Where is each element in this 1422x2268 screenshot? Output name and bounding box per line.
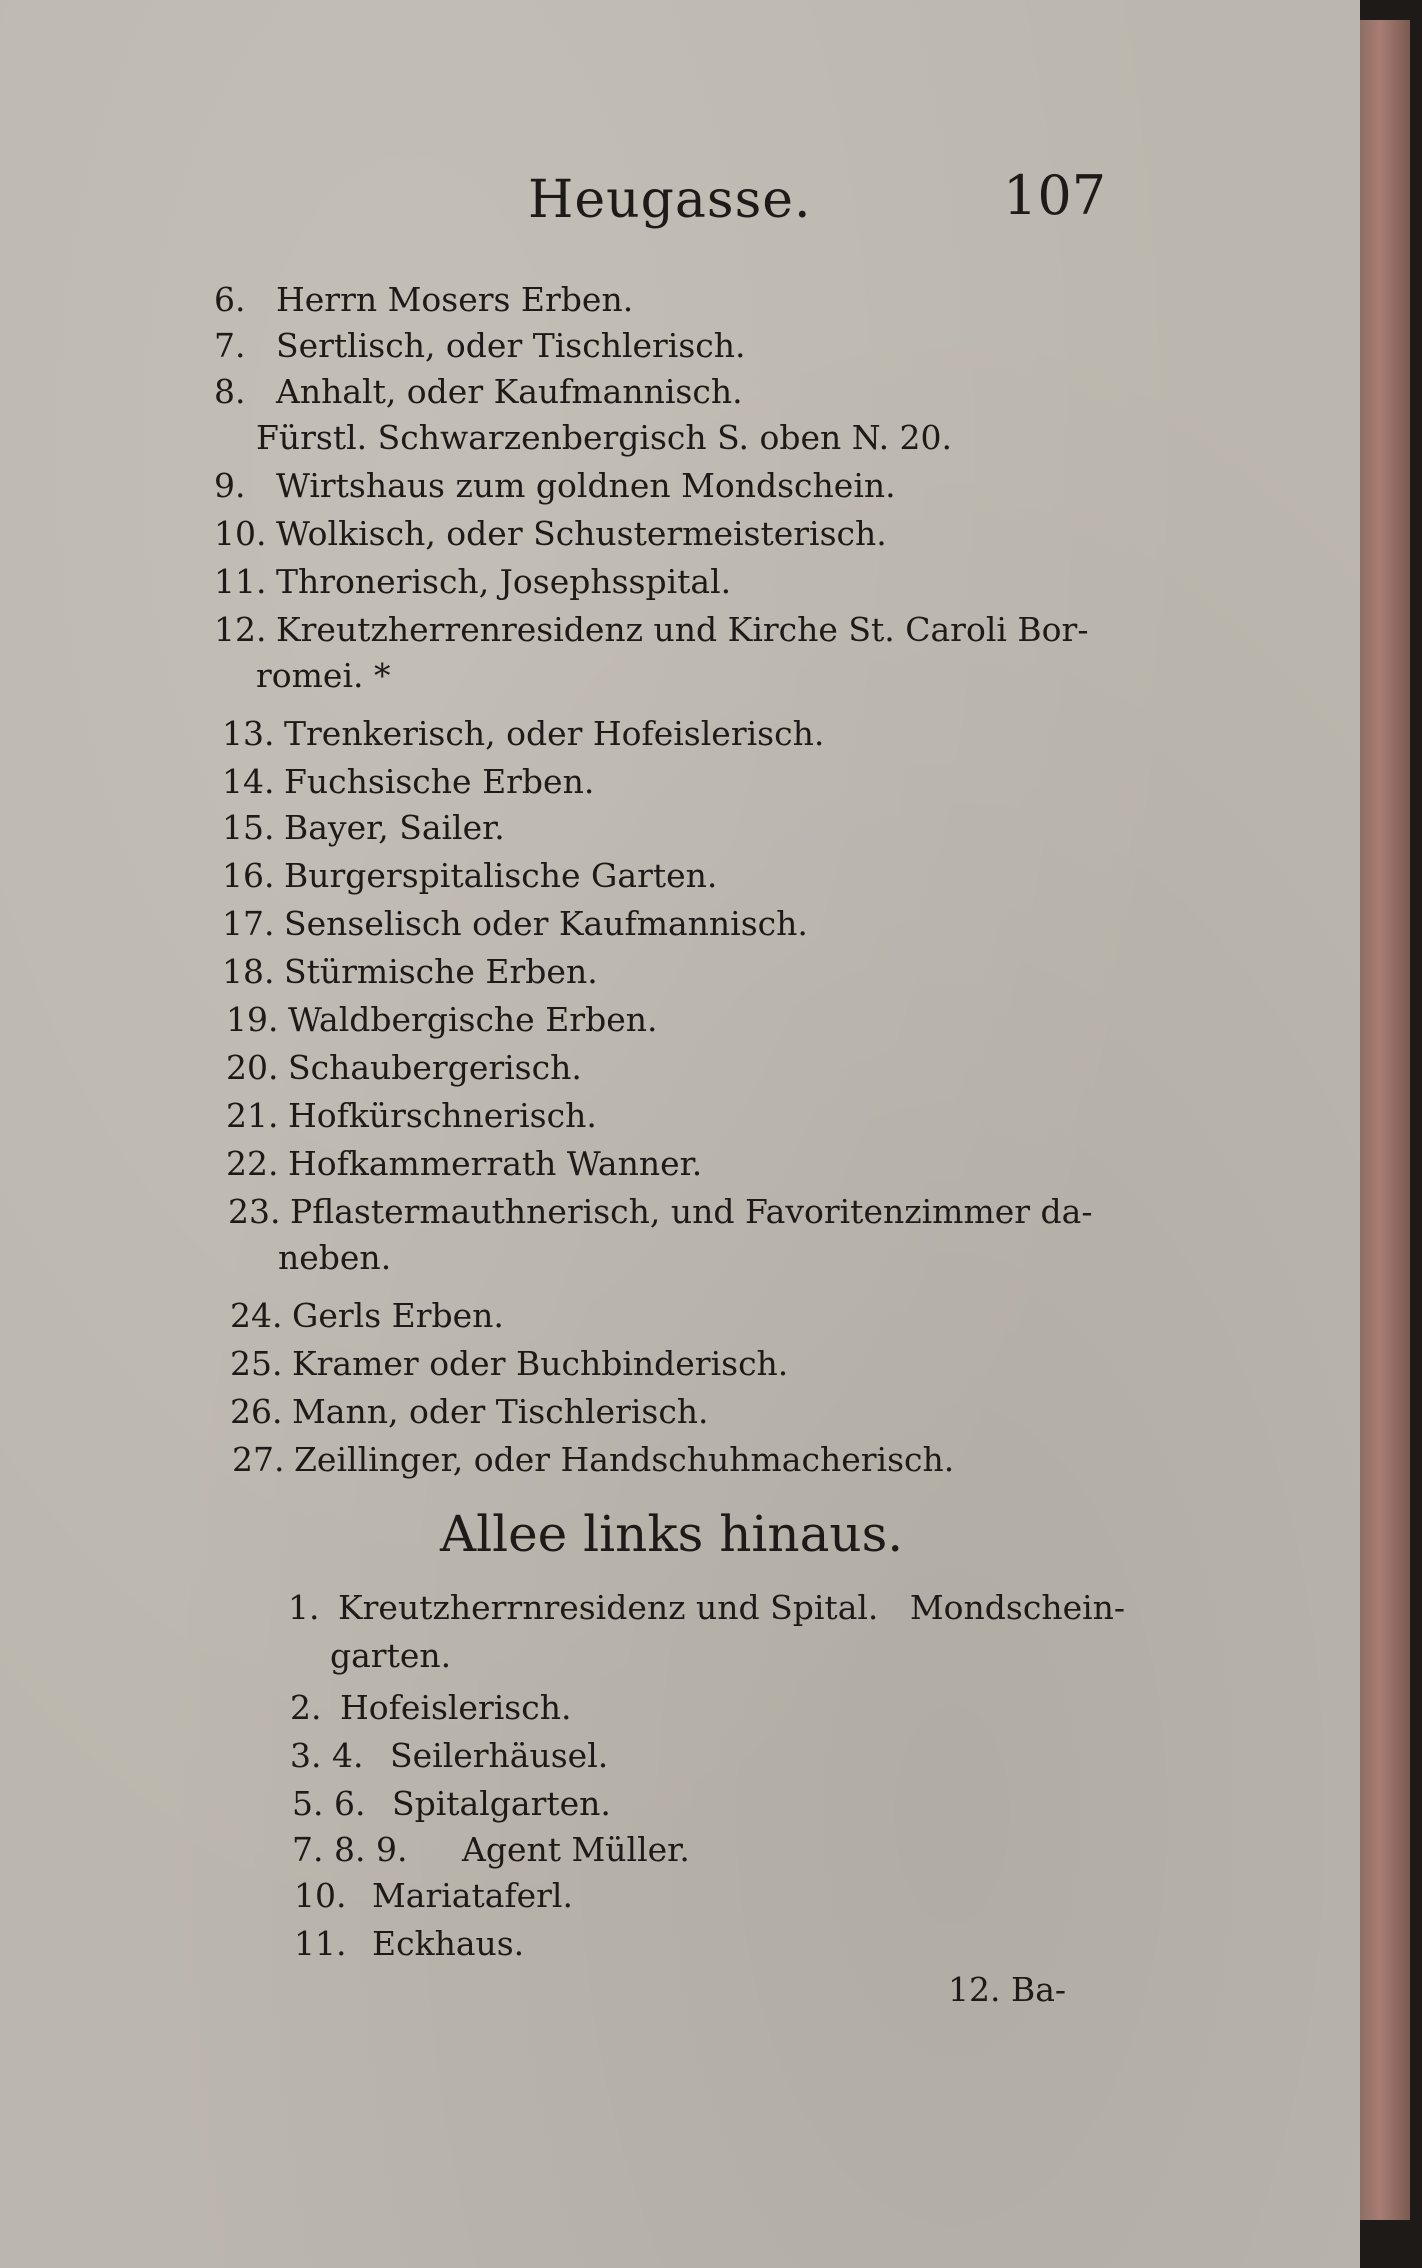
entry-text: Bayer, Sailer. [284, 808, 505, 847]
list-item [214, 610, 1088, 650]
entry-text: Mariataferl. [372, 1876, 573, 1915]
entry-text: Trenkerisch, oder Hofeislerisch. [284, 714, 825, 753]
list-item [290, 1688, 571, 1728]
list-item [214, 514, 887, 554]
entry-text: Agent Müller. [462, 1830, 690, 1869]
entry-number: 10. [294, 1876, 347, 1915]
entry-number: 19. [226, 1000, 279, 1039]
entry-text: Herrn Mosers Erben. [276, 280, 634, 319]
entry-number: 20. [226, 1048, 279, 1087]
entry-text: Kreutzherrnresidenz und Spital. Mondschein- [338, 1588, 1126, 1627]
entry-text: garten. [330, 1636, 452, 1675]
list-item-continuation [256, 418, 952, 458]
entry-text: Mann, oder Tischlerisch. [292, 1392, 709, 1431]
entry-number: 17. [222, 904, 275, 943]
header-title: Heugasse. [528, 170, 812, 230]
entry-number: 26. [230, 1392, 283, 1431]
entry-text: neben. [278, 1238, 392, 1277]
entry-text: Senselisch oder Kaufmannisch. [284, 904, 808, 943]
entry-number: 8. [214, 372, 246, 411]
page-number: 107 [1003, 164, 1107, 227]
list-item [222, 808, 505, 848]
list-item [222, 856, 717, 896]
page-edge [1360, 20, 1410, 2220]
entry-number: 7. 8. 9. [292, 1830, 408, 1869]
entry-number: 24. [230, 1296, 283, 1335]
entry-number: 6. [214, 280, 246, 319]
list-item [214, 372, 743, 412]
entry-text: Schaubergerisch. [288, 1048, 582, 1087]
list-item-continuation [278, 1238, 391, 1278]
entry-text: Burgerspitalische Garten. [284, 856, 718, 895]
entry-text: Thronerisch, Josephsspital. [276, 562, 732, 601]
entry-number: 13. [222, 714, 275, 753]
entry-text: Pflastermauthnerisch, und Favoritenzimmer da- [290, 1192, 1093, 1231]
entry-number: 5. 6. [292, 1784, 366, 1823]
entry-number: 18. [222, 952, 275, 991]
list-item [214, 326, 746, 366]
entry-number: 23. [228, 1192, 281, 1231]
entry-text: Gerls Erben. [292, 1296, 504, 1335]
entry-number: 10. [214, 514, 267, 553]
list-item [214, 466, 896, 506]
list-item [230, 1344, 788, 1384]
entry-number: 15. [222, 808, 275, 847]
entry-text: Fürstl. Schwarzenbergisch S. oben N. 20. [256, 418, 953, 457]
list-item [292, 1830, 690, 1870]
list-item [214, 280, 633, 320]
entry-number: 16. [222, 856, 275, 895]
list-item [222, 762, 594, 802]
entry-text: Hofkammerrath Wanner. [288, 1144, 703, 1183]
entry-text: Spitalgarten. [392, 1784, 611, 1823]
entry-text: Anhalt, oder Kaufmannisch. [276, 372, 743, 411]
entry-number: 11. [214, 562, 267, 601]
entry-number: 11. [294, 1924, 347, 1963]
entry-text: Fuchsische Erben. [284, 762, 595, 801]
entry-text: Kreutzherrenresidenz und Kirche St. Caroli Bor- [276, 610, 1089, 649]
list-item [294, 1876, 573, 1916]
list-item [214, 562, 731, 602]
list-item [226, 1144, 702, 1184]
list-item [294, 1924, 524, 1964]
list-item [222, 952, 598, 992]
list-item [222, 714, 824, 754]
entry-number: 3. 4. [290, 1736, 364, 1775]
entry-text: Wirtshaus zum goldnen Mondschein. [276, 466, 896, 505]
entry-text: Eckhaus. [372, 1924, 525, 1963]
list-item [222, 904, 808, 944]
running-header [0, 150, 1360, 230]
list-item [226, 1000, 657, 1040]
list-item [232, 1440, 954, 1480]
entry-number: 7. [214, 326, 246, 365]
entry-number: 1. [288, 1588, 320, 1627]
list-item-continuation [330, 1636, 451, 1676]
entry-text: Hofkürschnerisch. [288, 1096, 597, 1135]
entry-text: Stürmische Erben. [284, 952, 598, 991]
list-item [292, 1784, 611, 1824]
list-item [230, 1296, 504, 1336]
entry-number: 22. [226, 1144, 279, 1183]
list-item [230, 1392, 709, 1432]
section-title: Allee links hinaus. [440, 1505, 904, 1563]
entry-text: Wolkisch, oder Schustermeisterisch. [276, 514, 887, 553]
entry-text: Sertlisch, oder Tischlerisch. [276, 326, 746, 365]
catchword: 12. Ba- [948, 1970, 1067, 2009]
entry-text: romei. * [256, 656, 391, 695]
list-item [228, 1192, 1093, 1232]
list-item [290, 1736, 608, 1776]
entry-text: Waldbergische Erben. [288, 1000, 658, 1039]
entry-number: 25. [230, 1344, 283, 1383]
entry-text: Seilerhäusel. [390, 1736, 609, 1775]
list-item-continuation [256, 656, 391, 696]
entry-text: Hofeislerisch. [340, 1688, 572, 1727]
entry-text: Zeillinger, oder Handschuhmacherisch. [294, 1440, 955, 1479]
list-item [226, 1096, 597, 1136]
entry-number: 2. [290, 1688, 322, 1727]
entry-number: 9. [214, 466, 246, 505]
list-item [226, 1048, 582, 1088]
entry-number: 27. [232, 1440, 285, 1479]
entry-number: 21. [226, 1096, 279, 1135]
entry-text: Kramer oder Buchbinderisch. [292, 1344, 789, 1383]
entry-number: 12. [214, 610, 267, 649]
entry-number: 14. [222, 762, 275, 801]
list-item [288, 1588, 1125, 1628]
